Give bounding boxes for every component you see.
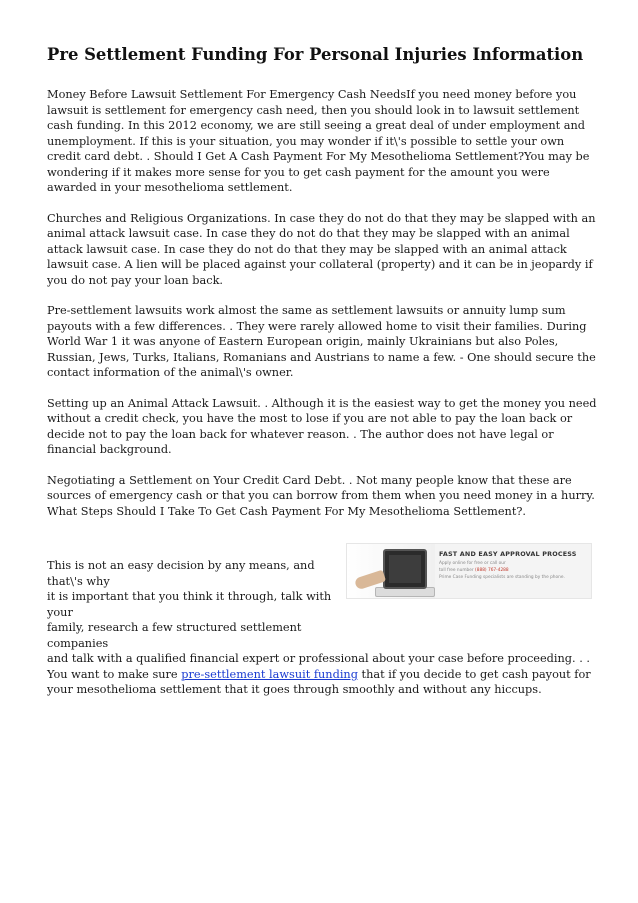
final-section [47,550,597,698]
paragraph-2: Churches and Religious Organizations. In case they do not do that they may be slapped with an animal attack lawsuit case. In case they do not do that they may be slapped with an animal attack lawsuit case. In case they do not do that they may be slapped with an animal attack lawsuit case. A lien will be placed against your collateral (property) and it can be in jeopardy if you do not pay your loan back. [47,211,596,287]
paragraph-6: This is not an easy decision by any means, and that\'s why it is important that you think it through, talk with your family, research a few structured settlement companies and talk with a qualified financial expert or professional about your case before proceeding. . . You want to make sure pre-settlement lawsuit funding that if you decide to get cash payout for your mesothelioma settlement that it goes through smoothly and without any hiccups. [47,559,591,696]
page-title: Pre Settlement Funding For Personal Injuries Information [47,45,584,64]
ad-banner-line: toll free number (888) 767-4288 [439,568,509,573]
ad-banner-line: Apply online for free or call our [439,561,506,566]
document-page [47,44,597,713]
paragraph-1: Money Before Lawsuit Settlement For Emergency Cash NeedsIf you need money before you lawsuit is settlement for emergency cash need, then you should look in to lawsuit settlement cash funding. In this 2012 economy, we are still seeing a great deal of under employment and unemployment. If this is your situation, you may wonder if it\'s possible to settle your own credit card debt. . Should I Get A Cash Payment For My Mesothelioma Settlement?You may be wondering if it makes more sense for you to get cash payment for the amount you were awarded in your mesothelioma settlement. [47,88,590,194]
paragraph-4: Setting up an Animal Attack Lawsuit. . Although it is the easiest way to get the money you need without a credit check, you have the most to lose if you are not able to pay the loan back or decide not to pay the loan back for whatever reason. . The author does not have legal or financial background. [47,396,597,456]
paragraph-3: Pre-settlement lawsuits work almost the same as settlement lawsuits or annuity lump sum payouts with a few differences. . They were rarely allowed home to visit their families. During World War 1 it was anyone of Eastern European origin, mainly Ukrainians but also Poles, Russian, Jews, Turks, Italians, Romanians and Austrians to name a few. - One should secure the contact information of the animal\'s owner. [47,304,596,379]
pre-settlement-funding-link[interactable]: pre-settlement lawsuit funding [181,667,358,681]
ad-banner-image [346,543,592,599]
paragraph-5: Negotiating a Settlement on Your Credit Card Debt. . Not many people know that these are sources of emergency cash or that you can borrow from them when you need money in a hurry. What Steps Should I Take To Get Cash Payment For My Mesothelioma Settlement?. [47,473,595,518]
tablet-icon [383,549,427,589]
ad-banner-title: FAST AND EASY APPROVAL PROCESS [439,550,577,558]
ad-banner-phone: (888) 767-4288 [475,568,509,573]
ad-banner-line: Prime Case Funding specialists are standing by the phone. [439,575,565,580]
